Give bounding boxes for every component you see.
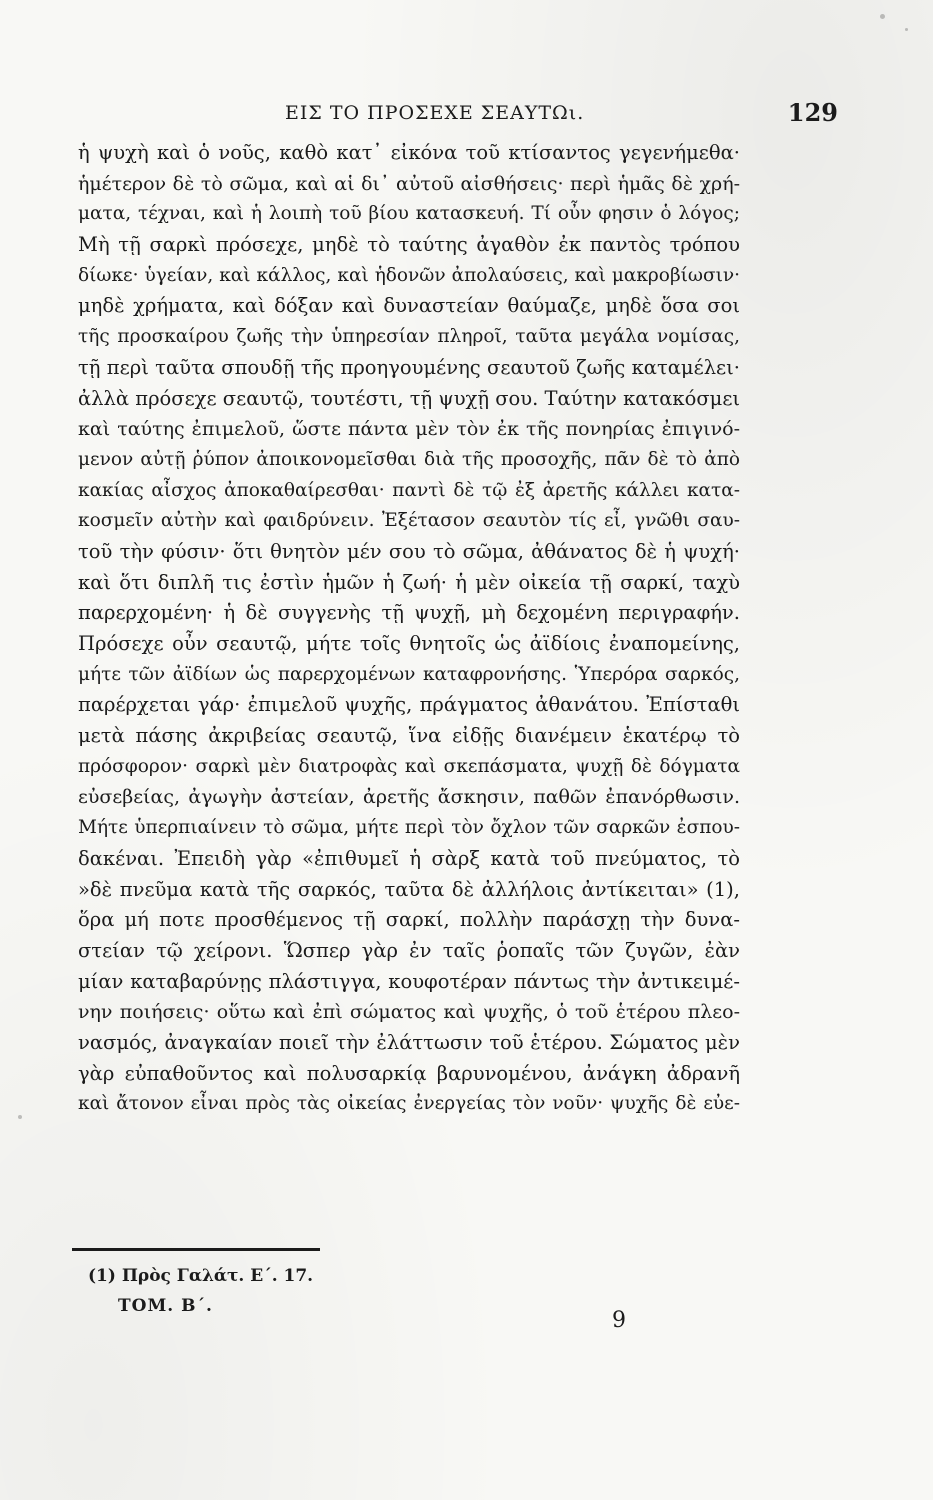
text-line: πρόσφορον· σαρκὶ μὲν διατροφὰς καὶ σκεπάσματα, ψυχῇ δὲ δόγματα — [78, 755, 740, 777]
main-text — [78, 138, 740, 1151]
text-line: δακέναι. Ἐπειδὴ γὰρ «ἐπιθυμεῖ ἡ σὰρξ κατὰ τοῦ πνεύματος, τὸ — [78, 846, 740, 870]
text-line: νην ποιήσεις· οὕτω καὶ ἐπὶ σώματος καὶ ψυχῆς, ὁ τοῦ ἑτέρου πλεο- — [78, 1001, 740, 1024]
text-line: κακίας αἶσχος ἀποκαθαίρεσθαι· παντὶ δὲ τῷ ἐξ ἀρετῆς κάλλει κατα- — [78, 479, 740, 501]
text-line: μήτε τῶν ἀϊδίων ὡς παρερχομένων καταφρονήσης. Ὑπερόρα σαρκός, — [78, 663, 740, 685]
text-line: μετὰ πάσης ἀκριβείας σεαυτῷ, ἵνα εἰδῇς διανέμειν ἑκατέρῳ τὸ — [78, 724, 740, 748]
text-line: δίωκε· ὑγείαν, καὶ κάλλος, καὶ ἡδονῶν ἀπολαύσεις, καὶ μακροβίωσιν· — [78, 264, 740, 286]
text-line: νασμός, ἀναγκαίαν ποιεῖ τὴν ἐλάττωσιν τοῦ ἑτέρου. Σώματος μὲν — [78, 1030, 740, 1054]
text-line: ἡ ψυχὴ καὶ ὁ νοῦς, καθὸ κατ᾽ εἰκόνα τοῦ κτίσαντος γεγενήμεθα· — [78, 141, 740, 164]
text-line: Μήτε ὑπερπιαίνειν τὸ σῶμα, μήτε περὶ τὸν ὄχλον τῶν σαρκῶν ἐσπου- — [78, 817, 740, 839]
text-line — [78, 1120, 740, 1151]
footnote-rule — [72, 1248, 320, 1251]
signature-mark: 9 — [612, 1308, 626, 1333]
page-header — [80, 98, 850, 138]
text-line: μίαν καταβαρύνῃς πλάστιγγα, κουφοτέραν πάντως τὴν ἀντικειμέ- — [78, 969, 740, 993]
text-line: καὶ ὅτι διπλῆ τις ἐστὶν ἡμῶν ἡ ζωή· ἡ μὲν οἰκεία τῇ σαρκί, ταχὺ — [78, 570, 740, 594]
text-line: τοῦ τὴν φύσιν· ὅτι θνητὸν μέν σου τὸ σῶμα, ἀθάνατος δὲ ἡ ψυχή· — [78, 539, 740, 563]
footnote: (1) Πρὸς Γαλάτ. Ε΄. 17. — [88, 1266, 314, 1286]
text-line: καὶ ταύτης ἐπιμελοῦ, ὥστε πάντα μὲν τὸν ἐκ τῆς πονηρίας ἐπιγινό- — [78, 418, 740, 441]
text-line: παρέρχεται γάρ· ἐπιμελοῦ ψυχῆς, πράγματος ἀθανάτου. Ἐπίσταθι — [78, 693, 740, 717]
text-line: τῆς προσκαίρου ζωῆς τὴν ὑπηρεσίαν πληροῖ, ταῦτα μεγάλα νομίσας, — [78, 326, 740, 348]
text-line: Μὴ τῇ σαρκὶ πρόσεχε, μηδὲ τὸ ταύτης ἀγαθὸν ἐκ παντὸς τρόπου — [78, 233, 740, 257]
paper-speck — [905, 28, 908, 31]
text-line: κοσμεῖν αὐτὴν καὶ φαιδρύνειν. Ἐξέτασον σεαυτὸν τίς εἶ, γνῶθι σαυ- — [78, 510, 740, 532]
running-title: ΕΙΣ ΤΟ ΠΡΟΣΕΧΕ ΣΕΑΥΤΩι. — [285, 102, 585, 124]
text-line: στείαν τῷ χείρονι. Ὥσπερ γὰρ ἐν ταῖς ῥοπαῖς τῶν ζυγῶν, ἐὰν — [78, 938, 740, 962]
text-line: καὶ ἄτονον εἶναι πρὸς τὰς οἰκείας ἐνεργείας τὸν νοῦν· ψυχῆς δὲ εὐε- — [78, 1093, 740, 1115]
text-line: παρερχομένη· ἡ δὲ συγγενὴς τῇ ψυχῇ, μὴ δεχομένη περιγραφήν. — [78, 601, 740, 625]
text-line: τῇ περὶ ταῦτα σπουδῇ τῆς προηγουμένης σεαυτοῦ ζωῆς καταμέλει· — [78, 355, 740, 379]
text-line: ὅρα μή ποτε προσθέμενος τῇ σαρκί, πολλὴν παράσχῃ τὴν δυνα- — [78, 908, 740, 932]
text-line: ἀλλὰ πρόσεχε σεαυτῷ, τουτέστι, τῇ ψυχῇ σου. Ταύτην κατακόσμει — [78, 386, 740, 410]
paper-speck — [880, 14, 885, 19]
text-line: γὰρ εὐπαθοῦντος καὶ πολυσαρκίᾳ βαρυνομένου, ἀνάγκη ἀδρανῆ — [78, 1061, 740, 1085]
text-line: »δὲ πνεῦμα κατὰ τῆς σαρκός, ταῦτα δὲ ἀλλήλοις ἀντίκειται» (1), — [78, 877, 740, 901]
paper-speck — [18, 1115, 22, 1119]
text-line: ἡμέτερον δὲ τὸ σῶμα, καὶ αἱ δι᾽ αὐτοῦ αἰσθήσεις· περὶ ἡμᾶς δὲ χρή- — [78, 172, 740, 195]
text-line: μηδὲ χρήματα, καὶ δόξαν καὶ δυναστείαν θαύμαζε, μηδὲ ὅσα σοι — [78, 294, 740, 318]
text-line: μενον αὐτῇ ῥύπον ἀποικονομεῖσθαι διὰ τῆς προσοχῆς, πᾶν δὲ τὸ ἀπὸ — [78, 448, 740, 470]
page-number: 129 — [787, 98, 838, 127]
text-line: Πρόσεχε οὖν σεαυτῷ, μήτε τοῖς θνητοῖς ὡς ἀϊδίοις ἐναπομείνης, — [78, 632, 740, 655]
text-line: ματα, τέχναι, καὶ ἡ λοιπὴ τοῦ βίου κατασκευή. Τί οὖν φησιν ὁ λόγος; — [78, 203, 740, 225]
text-line: εὐσεβείας, ἀγωγὴν ἀστείαν, ἀρετῆς ἄσκησιν, παθῶν ἐπανόρθωσιν. — [78, 786, 740, 809]
volume-mark: ΤΟΜ. Β΄. — [118, 1296, 213, 1316]
paper-speck — [790, 105, 793, 108]
